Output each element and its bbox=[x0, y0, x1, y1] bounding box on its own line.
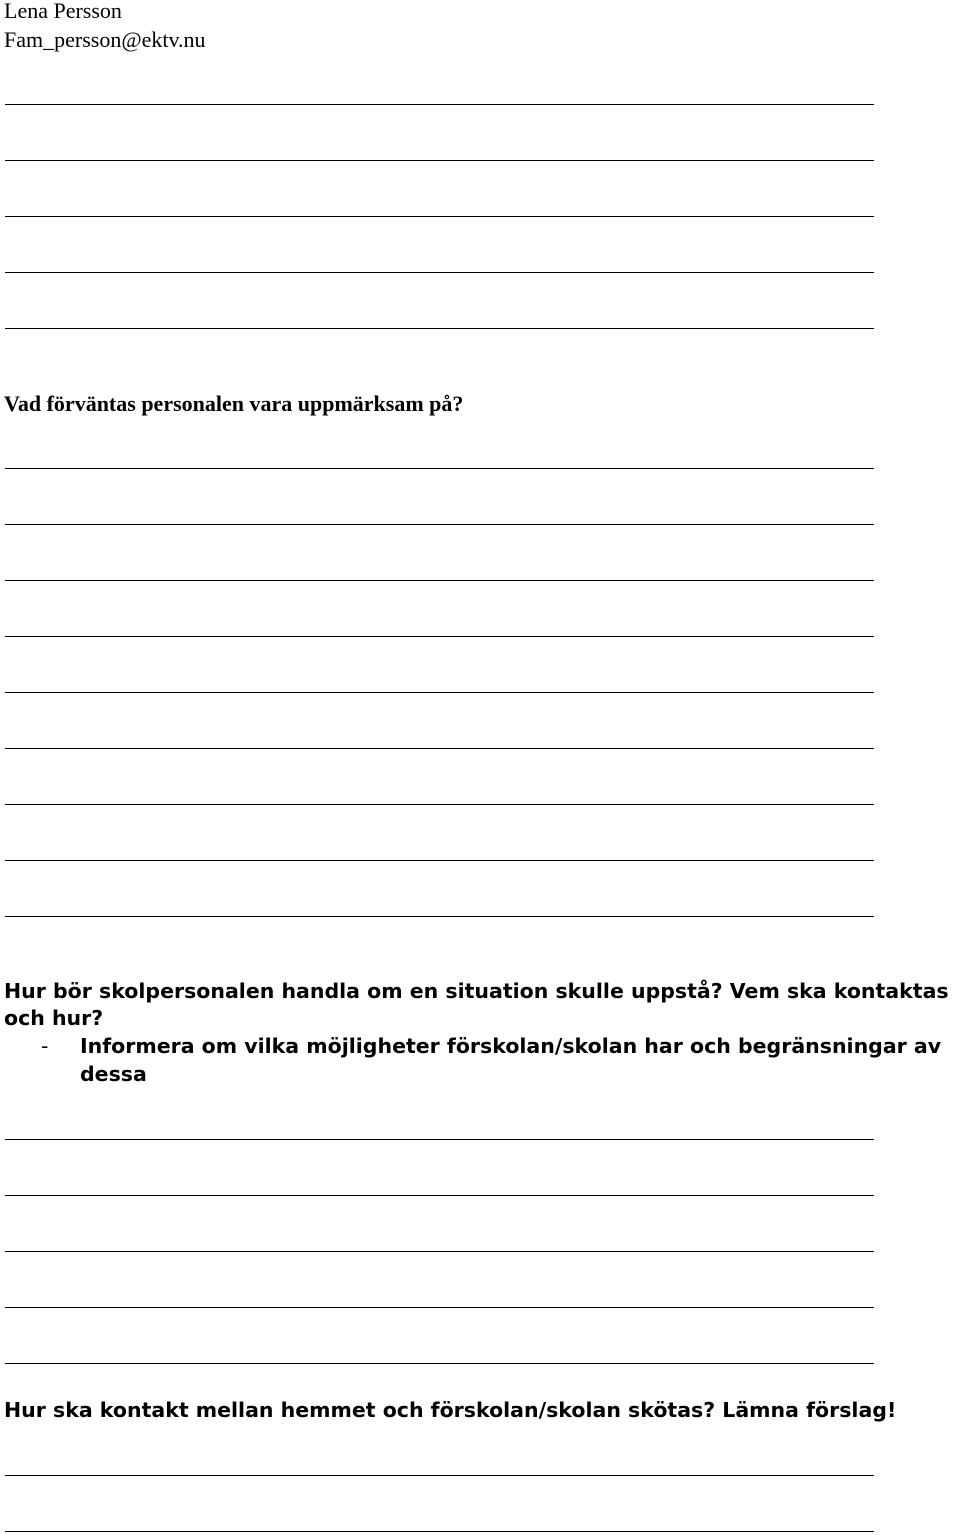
question-2-bullet-line-1: Informera om vilka möjligheter förskolan/skolan har och begränsningar av bbox=[80, 1034, 942, 1058]
question-3: Hur ska kontakt mellan hemmet och förskolan/skolan skötas? Lämna förslag! bbox=[4, 1398, 897, 1422]
answer-line bbox=[5, 804, 874, 805]
question-1: Vad förväntas personalen vara uppmärksam på? bbox=[4, 391, 464, 416]
question-2-line-2: och hur? bbox=[4, 1006, 104, 1030]
answer-line bbox=[5, 748, 874, 749]
answer-line bbox=[5, 1531, 874, 1532]
answer-line bbox=[5, 580, 874, 581]
answer-line bbox=[5, 860, 874, 861]
answer-line bbox=[5, 916, 874, 917]
answer-line bbox=[5, 1475, 874, 1476]
answer-line bbox=[5, 272, 874, 273]
answer-line bbox=[5, 1139, 874, 1140]
author-name: Lena Persson bbox=[4, 0, 122, 23]
answer-line bbox=[5, 1251, 874, 1252]
answer-line bbox=[5, 104, 874, 105]
answer-line bbox=[5, 636, 874, 637]
answer-line bbox=[5, 216, 874, 217]
answer-line bbox=[5, 1307, 874, 1308]
answer-line bbox=[5, 468, 874, 469]
question-2-line-1: Hur bör skolpersonalen handla om en situation skulle uppstå? Vem ska kontaktas bbox=[4, 979, 949, 1003]
author-email: Fam_persson@ektv.nu bbox=[4, 27, 206, 52]
question-2-bullet-line-2: dessa bbox=[80, 1062, 147, 1086]
answer-line bbox=[5, 1363, 874, 1364]
answer-line bbox=[5, 328, 874, 329]
answer-line bbox=[5, 692, 874, 693]
answer-line bbox=[5, 160, 874, 161]
answer-line bbox=[5, 524, 874, 525]
answer-line bbox=[5, 1195, 874, 1196]
bullet-dash: - bbox=[41, 1034, 49, 1058]
